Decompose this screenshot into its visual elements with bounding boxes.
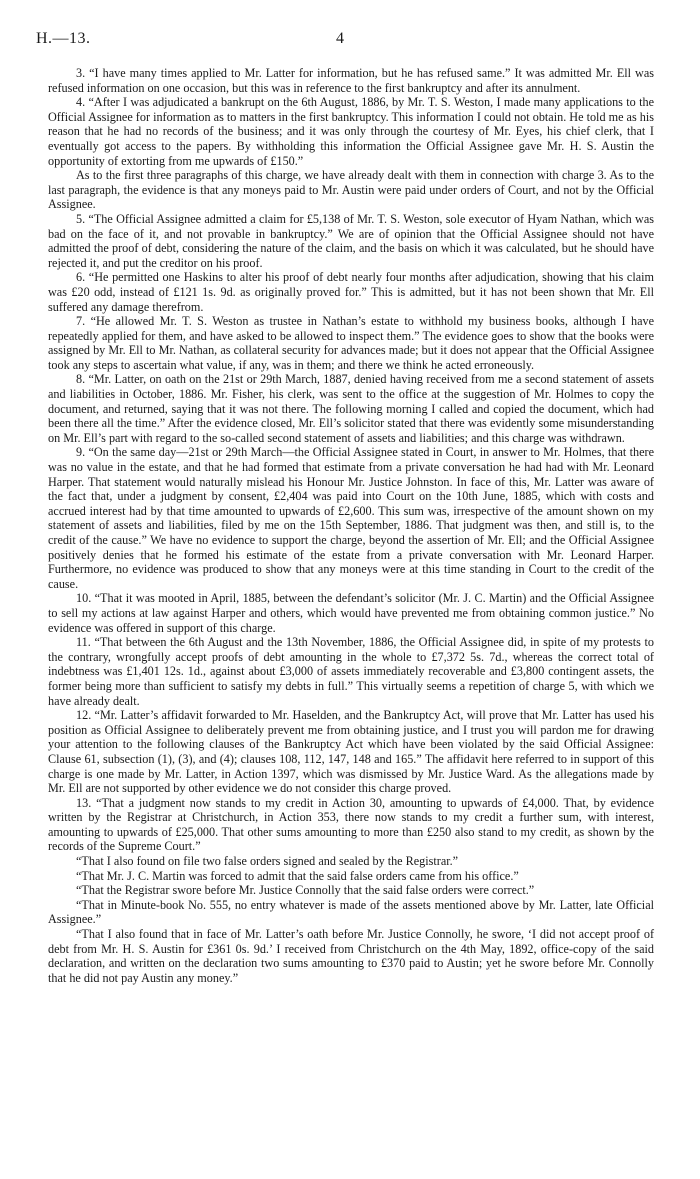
paragraph: 7. “He allowed Mr. T. S. Weston as trustee in Nathan’s estate to withhold my business books, although I have repeatedly applied for them, and have asked to be allowed to inspect them.” The evidence goes to show that the books were assigned by Mr. Ell to Mr. Nathan, as collateral security for advances made; but it does not appear that the Official Assignee took any steps to ascertain what value, if any, was in them; and there we think he acted erroneously. (48, 314, 654, 372)
paragraph: As to the first three paragraphs of this charge, we have already dealt with them in connection with charge 3. As to the last paragraph, the evidence is that any moneys paid to Mr. Austin were paid under orders of Court, and not by the Official Assignee. (48, 168, 654, 212)
paragraph: 6. “He permitted one Haskins to alter his proof of debt nearly four months after adjudication, showing that his claim was £20 odd, instead of £121 1s. 9d. as originally proved for.” This is admitted, but it has not been shown that Mr. Ell suffered any damage therefrom. (48, 270, 654, 314)
document-reference: H.—13. (36, 30, 91, 47)
paragraph: “That in Minute-book No. 555, no entry whatever is made of the assets mentioned above by Mr. Latter, late Official Assignee.” (48, 897, 654, 927)
paragraph: “That I also found on file two false orders signed and sealed by the Registrar.” (76, 854, 459, 869)
page-header (36, 30, 654, 52)
paragraph: 11. “That between the 6th August and the 13th November, 1886, the Official Assignee did, in spite of my protests to the contrary, wrongfully accept proofs of debt amounting in the whole to £7,372 5s. 7d., whereas the correct total of indebtness was £1,401 12s. 1d., against about £3,000 of assets immediately recoverable and £3,800 contingent assets, the former being more than sufficient to satisfy my debts in full.” This virtually seems a repetition of charge 5, with which we have already dealt. (48, 635, 654, 708)
paragraph: 10. “That it was mooted in April, 1885, between the defendant’s solicitor (Mr. J. C. Martin) and the Official Assignee to sell my actions at law against Harper and others, which would have prevented me from obtaining common justice.” No evidence was offered in support of this charge. (48, 591, 654, 635)
paragraph: “That Mr. J. C. Martin was forced to admit that the said false orders came from his office.” (76, 868, 519, 883)
paragraph: 4. “After I was adjudicated a bankrupt on the 6th August, 1886, by Mr. T. S. Weston, I made many applications to the Official Assignee for information as to matters in the first bankruptcy. This information I could not obtain. He told me as his reason that he had no records of the business; and it was only through the courtesy of Mr. Eyes, his chief clerk, that I eventually got access to the papers. By withholding this information the Official Assignee gave Mr. H. S. Austin the opportunity of extorting from me upwards of £150.” (48, 95, 654, 168)
paragraph: 9. “On the same day—21st or 29th March—the Official Assignee stated in Court, in answer to Mr. Holmes, that there was no value in the estate, and that he had formed that estimate from a private conversation he had had with Mr. Leonard Harper. That statement would naturally mislead his Honour Mr. Justice Johnston. In face of this, Mr. Latter was aware of the fact that, under a judgment by consent, £2,404 was paid into Court on the 10th June, 1885, which with costs and accrued interest had by that time amounted to upwards of £2,600. This sum was, irrespective of the amount shown on my statement of assets and liabilities, filed by me on the 15th September, 1886. That judgment was then, and still is, to the credit of the cause.” We have no evidence to support the charge, beyond the assertion of Mr. Ell; and the Official Assignee positively denies that he formed his estimate of the estate from a private conversation with Mr. Leonard Harper. Furthermore, no evidence was produced to show that any moneys were at this time standing in Court to the credit of the cause. (48, 445, 654, 591)
paragraph: 3. “I have many times applied to Mr. Latter for information, but he has refused same.” It was admitted Mr. Ell was refused information on one occasion, but this was in reference to the first bankruptcy and after its annulment. (48, 66, 654, 95)
document-body (48, 66, 654, 985)
paragraph: “That I also found that in face of Mr. Latter’s oath before Mr. Justice Connolly, he swore, ‘I did not accept proof of debt from Mr. H. S. Austin for £361 0s. 9d.’ I received from Christchurch on the 4th May, 1892, office-copy of the said declaration, and written on the declaration two sums amounting to £370 paid to Austin; yet he swore before Mr. Connolly that he did not pay Austin any money.” (48, 927, 654, 985)
paragraph: 12. “Mr. Latter’s affidavit forwarded to Mr. Haselden, and the Bankruptcy Act, will prove that Mr. Latter has used his position as Official Assignee to deliberately prevent me from obtaining justice, and I trust you will pardon me for drawing your attention to the following clauses of the Bankruptcy Act which have been violated by the said Official Assignee: Clause 61, subsection (1), (3), and (4); clauses 108, 112, 147, 148 and 165.” The affidavit here referred to in support of this charge is one made by Mr. Latter, in Action 1397, which was dismissed by Mr. Justice Ward. As the allegations made by Mr. Ell are not supported by other evidence we do not consider this charge proved. (48, 708, 654, 796)
paragraph: 8. “Mr. Latter, on oath on the 21st or 29th March, 1887, denied having received from me a second statement of assets and liabilities in October, 1886. Mr. Fisher, his clerk, was sent to the office at the suggestion of Mr. Holmes to copy the document, and returned, saying that it was not there. The following morning I called and copied the document, which had been there all the time.” After the evidence closed, Mr. Ell’s solicitor stated that there was evidently some misunderstanding on Mr. Ell’s part with regard to the so-called second statement of assets and liabilities; and this charge was withdrawn. (48, 372, 654, 445)
paragraph: 13. “That a judgment now stands to my credit in Action 30, amounting to upwards of £4,000. That, by evidence written by the Registrar at Christchurch, in Action 353, there now stands to my credit a further sum, with interest, amounting to upwards of £25,000. That other sums amounting to more than £250 also stand to my credit, as shown by the records of the Supreme Court.” (48, 795, 654, 854)
paragraph: “That the Registrar swore before Mr. Justice Connolly that the said false orders were correct.” (76, 883, 535, 898)
page-number: 4 (336, 30, 344, 47)
paragraph: 5. “The Official Assignee admitted a claim for £5,138 of Mr. T. S. Weston, sole executor of Hyam Nathan, which was bad on the face of it, and not provable in bankruptcy.” We are of opinion that the Official Assignee should not have admitted the proof of debt, considering the nature of the claim, and the basis on which it was calculated, but he should have rejected it, and put the creditor on his proof. (48, 211, 654, 270)
